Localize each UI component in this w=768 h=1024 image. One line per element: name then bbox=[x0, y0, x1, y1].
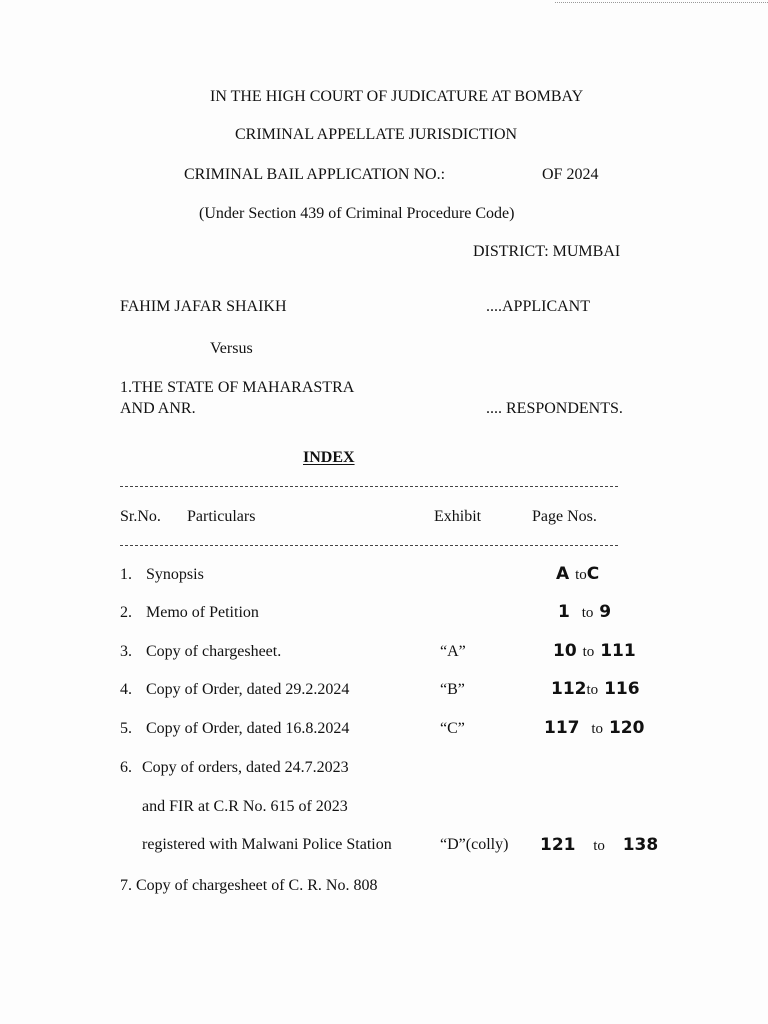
row-pages: 112to 116 bbox=[551, 679, 640, 699]
table-rule-top bbox=[120, 486, 618, 487]
respondent-line1: 1.THE STATE OF MAHARASTRA bbox=[120, 379, 355, 396]
header-exhibit: Exhibit bbox=[434, 508, 482, 525]
row-pages: 121 to 138 bbox=[540, 835, 659, 855]
section-reference: (Under Section 439 of Criminal Procedure Code) bbox=[199, 205, 515, 222]
row-particular-line2: and FIR at C.R No. 615 of 2023 bbox=[142, 798, 348, 815]
header-page-nos: Page Nos. bbox=[532, 508, 597, 525]
row-exhibit: “A” bbox=[440, 643, 466, 660]
scan-edge-line bbox=[555, 2, 768, 3]
header-particulars: Particulars bbox=[187, 508, 256, 525]
row-pages: 1 to 9 bbox=[558, 602, 612, 622]
header-srno: Sr.No. bbox=[120, 508, 161, 525]
respondent-line2: AND ANR. bbox=[120, 400, 196, 417]
row-number: 6. bbox=[120, 759, 132, 776]
row-number: 2. bbox=[120, 604, 132, 621]
row-pages: 117 to 120 bbox=[544, 718, 645, 738]
application-label: CRIMINAL BAIL APPLICATION NO.: bbox=[184, 166, 446, 183]
index-title: INDEX bbox=[303, 449, 355, 466]
applicant-role: ....APPLICANT bbox=[486, 298, 591, 315]
versus: Versus bbox=[210, 340, 253, 357]
applicant-name: FAHIM JAFAR SHAIKH bbox=[120, 298, 287, 315]
row-number: 3. bbox=[120, 643, 132, 660]
row-number: 4. bbox=[120, 681, 132, 698]
row-particular-line3: registered with Malwani Police Station bbox=[142, 836, 392, 853]
row-particular: Copy of Order, dated 16.8.2024 bbox=[146, 720, 350, 737]
row-particular: Copy of chargesheet. bbox=[146, 643, 282, 660]
jurisdiction-title: CRIMINAL APPELLATE JURISDICTION bbox=[235, 126, 518, 143]
row-particular: Memo of Petition bbox=[146, 604, 259, 621]
row-particular: Synopsis bbox=[146, 566, 204, 583]
table-rule-header bbox=[120, 545, 618, 546]
application-year: OF 2024 bbox=[542, 166, 599, 183]
district: DISTRICT: MUMBAI bbox=[473, 243, 621, 260]
row-exhibit: “D”(colly) bbox=[440, 836, 509, 853]
row-exhibit: “C” bbox=[440, 720, 465, 737]
row-number: 5. bbox=[120, 720, 132, 737]
row-exhibit: “B” bbox=[440, 681, 465, 698]
row-7-text: 7. Copy of chargesheet of C. R. No. 808 bbox=[120, 877, 378, 894]
row-pages: A toC bbox=[556, 564, 600, 584]
row-pages: 10 to 111 bbox=[553, 641, 636, 661]
row-particular-line1: Copy of orders, dated 24.7.2023 bbox=[142, 759, 349, 776]
row-particular: Copy of Order, dated 29.2.2024 bbox=[146, 681, 350, 698]
respondent-role: .... RESPONDENTS. bbox=[486, 400, 623, 417]
row-number: 1. bbox=[120, 566, 132, 583]
court-title: IN THE HIGH COURT OF JUDICATURE AT BOMBAY bbox=[210, 88, 584, 105]
